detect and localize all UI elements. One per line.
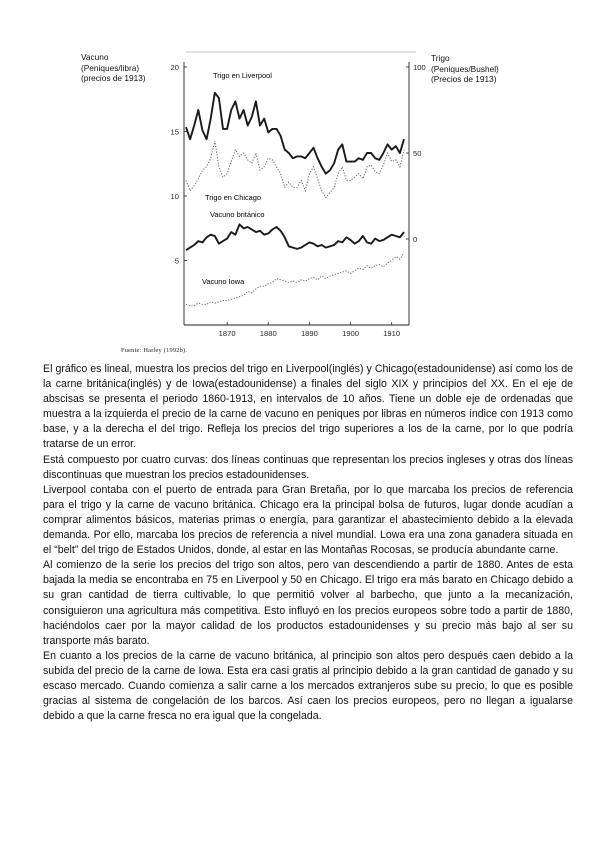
left-axis-title: Vacuno (Peniques/libra) (precios de 1913) [81,52,146,83]
paragraph-1: El gráfico es lineal, muestra los precios del trigo en Liverpool(inglés) y Chicago(estadounidense) así como los de la carne británica(inglés) y de Iowa(estadounidense) a finales del siglo XIX y principios del XX. En el eje de abscisas se presenta el periodo 1860-1913, en intervalos de 10 años. Tiene un doble eje de ordenadas que muestra a la izquierda el precio de la carne de vacuno en peniques por libras en números índice con 1913 como base, y a la derecha el del trigo. Refleja los precios del trigo superiores a los de la carne, por lo que podría tratarse de un error. [43,363,573,451]
label-trigo-chicago: Trigo en Chicago [205,193,262,202]
chart-source: Fuente: Harley (1992b). [121,347,188,354]
y-left-tick-label: 10 [170,192,179,201]
x-tick-label: 1910 [383,329,401,338]
y-right-tick-label: 0 [413,235,418,244]
y-left-tick-label: 20 [170,63,179,72]
series-line-trigo-en-chicago [186,141,404,198]
paragraph-3: Liverpool contaba con el puerto de entrada para Gran Bretaña, por lo que marcaba los precios de referencia para el trigo y la carne de vacuno británica. Chicago era la principal bolsa de futuros, lugar donde acudían a comprar alimentos básicos, materias primas o energía, para garantizar el abastecimiento debido a la elevada demanda. Por ello, marcaba los precios de referencia a nivel mundial. Lowa era una zona ganadera situada en el “belt” del trigo de Estados Unidos, donde, al estar en las Montañas Rocosas, se producía abundante carne. [43,483,573,557]
x-tick-label: 1880 [259,329,277,338]
series-line-trigo-en-liverpool [186,93,404,174]
label-vacuno-iowa: Vacuno Iowa [202,277,245,286]
y-left-tick-label: 5 [174,256,179,266]
label-trigo-liverpool: Trigo en Liverpool [213,71,272,80]
y-right-tick-label: 50 [413,149,422,158]
series-line-vacuno-britanico [186,224,404,250]
paragraph-4: Al comienzo de la serie los precios del trigo son altos, pero van descendiendo a partir de 1880. Antes de esta bajada la media se encontraba en 75 en Liverpool y 50 en Chicago. El trigo era más barato en Chicago debido a su gran cantidad de tierra cultivable, lo que permitió volver al barbecho, que junto a la mecanización, consiguieron una agricultura más competitiva. Esto influyó en los precios europeos sobre todo a partir de 1880, haciéndolos caer por la mayor calidad de los productos estadounidenses y su precio más bajo al ser su transporte más barato. [43,559,573,647]
right-axis-title: Trigo (Peniques/Bushel) (Precios de 1913) [431,53,499,84]
x-tick-label: 1870 [218,329,236,338]
y-left-tick-label: 15 [170,127,179,137]
x-tick-label: 1900 [342,329,359,338]
price-chart [116,50,426,345]
label-vacuno-britanico: Vacuno británico [210,210,265,219]
x-tick-label: 1890 [300,329,318,338]
paragraph-2: Está compuesto por cuatro curvas: dos líneas continuas que representan los precios ingleses y otras dos líneas discontinuas que muestran los precios estadounidenses. [43,453,573,481]
y-right-tick-label: 100 [413,63,426,72]
paragraph-5: En cuanto a los precios de la carne de vacuno británica, al principio son altos pero después caen debido a la subida del precio de la carne de Iowa. Esta era casi gratis al principio debido a la gran cantidad de ganado y su escaso mercado. Cuando comienza a salir carne a los mercados extranjeros sube su precio, lo que es posible gracias al sistema de congelación de los barcos. Así caen los precios europeos, pero no llegan a igualarse debido a que la carne fresca no era igual que la congelada. [43,649,573,723]
body-text [43,362,573,724]
